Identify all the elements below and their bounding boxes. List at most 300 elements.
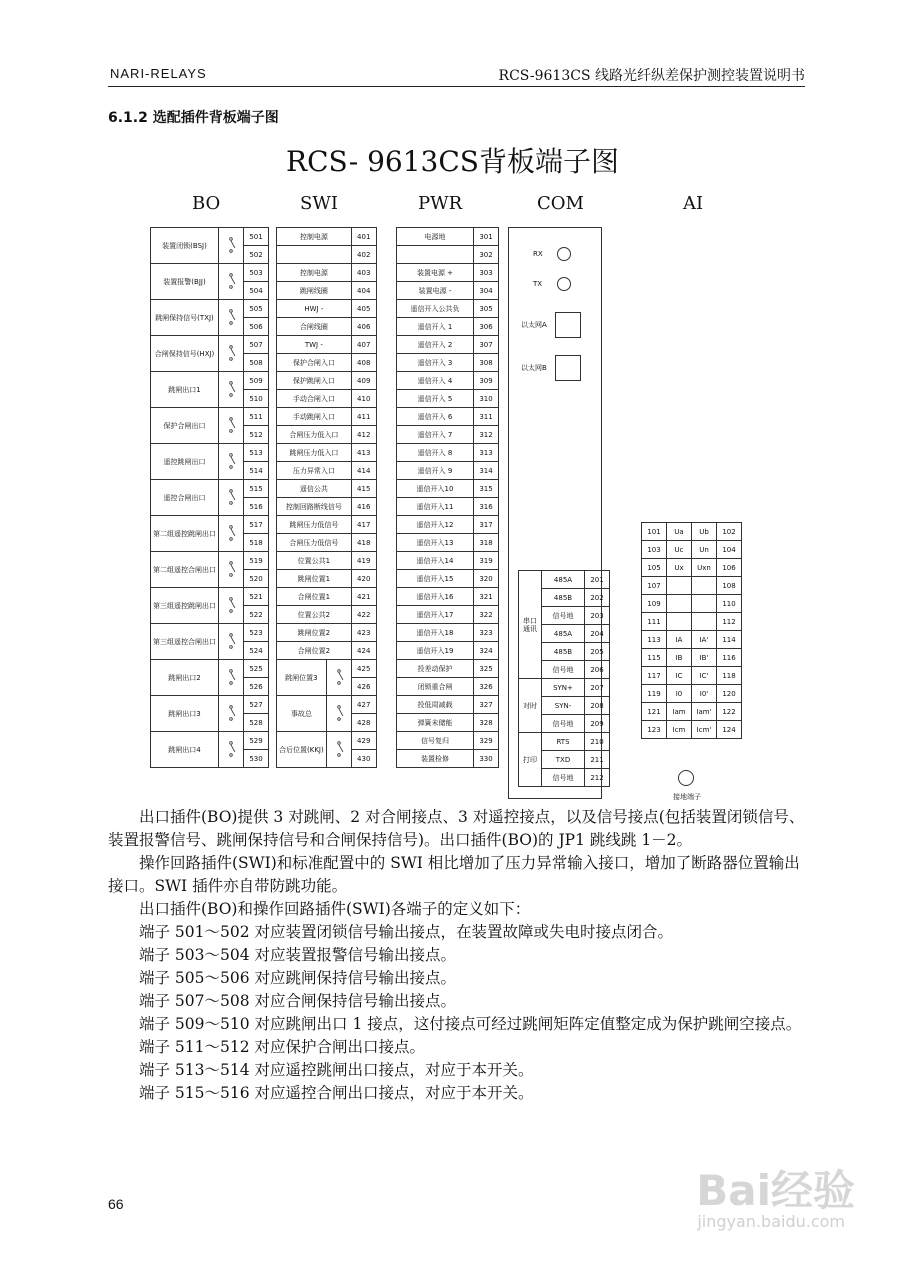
com-signal: 485A <box>542 625 585 643</box>
swi-row <box>277 408 377 426</box>
pwr-terminal-number: 307 <box>474 336 499 354</box>
pwr-label: 遥信开入19 <box>397 642 474 660</box>
ai-cell: 123 <box>642 721 667 739</box>
bo-terminal-number: 510 <box>244 390 269 408</box>
swi-row <box>277 732 377 750</box>
pwr-terminal-number: 321 <box>474 588 499 606</box>
contact-symbol-icon <box>332 705 346 721</box>
bo-terminal-number: 528 <box>244 714 269 732</box>
col-header-swi: SWI <box>300 193 338 214</box>
bo-terminal-number: 502 <box>244 246 269 264</box>
com-signal: TXD <box>542 751 585 769</box>
pwr-terminal-number: 304 <box>474 282 499 300</box>
swi-terminal-number: 401 <box>351 228 376 246</box>
ai-cell: Ux <box>667 559 692 577</box>
swi-terminal-number: 429 <box>351 732 376 750</box>
swi-row <box>277 498 377 516</box>
ai-cell: 111 <box>642 613 667 631</box>
swi-row <box>277 300 377 318</box>
bo-terminal-number: 529 <box>244 732 269 750</box>
swi-terminal-number: 402 <box>351 246 376 264</box>
ai-row <box>642 685 742 703</box>
swi-row <box>277 570 377 588</box>
eth-a-port <box>555 312 581 338</box>
ground-label: 接地端子 <box>673 793 701 801</box>
page-number: 66 <box>108 1196 124 1212</box>
col-header-bo: BO <box>192 193 221 214</box>
pwr-label: 遥信开入 8 <box>397 444 474 462</box>
bo-row <box>151 660 269 678</box>
swi-terminal-number: 423 <box>351 624 376 642</box>
swi-row <box>277 606 377 624</box>
ground-terminal <box>678 770 694 786</box>
com-terminal-number: 212 <box>585 769 610 787</box>
ai-cell: 120 <box>717 685 742 703</box>
pwr-row <box>397 426 499 444</box>
bo-terminal-number: 513 <box>244 444 269 462</box>
swi-pair-label: 事故总 <box>277 696 327 732</box>
swi-label: 保护合闸入口 <box>277 354 352 372</box>
bo-label: 跳闸出口4 <box>151 732 219 768</box>
ai-row <box>642 703 742 721</box>
pwr-label: 遥信开入 7 <box>397 426 474 444</box>
contact-symbol-icon <box>219 660 244 696</box>
swi-label: 合闸位置1 <box>277 588 352 606</box>
bo-row <box>151 372 269 390</box>
pwr-row <box>397 714 499 732</box>
pwr-terminal-table <box>396 227 499 768</box>
pwr-terminal-number: 317 <box>474 516 499 534</box>
swi-terminal-number: 404 <box>351 282 376 300</box>
swi-label: 控制电源 <box>277 228 352 246</box>
pwr-terminal-number: 329 <box>474 732 499 750</box>
watermark-url: jingyan.baidu.com <box>697 1212 845 1231</box>
swi-terminal-number: 410 <box>351 390 376 408</box>
bo-row <box>151 516 269 534</box>
com-signal: 485B <box>542 643 585 661</box>
bo-label: 第三组遥控合闸出口 <box>151 624 219 660</box>
ai-cell: 103 <box>642 541 667 559</box>
contact-symbol-icon <box>224 273 238 289</box>
ai-cell: IC <box>667 667 692 685</box>
ai-row <box>642 559 742 577</box>
pwr-label: 遥信开入 1 <box>397 318 474 336</box>
body-paragraph: 出口插件(BO)和操作回路插件(SWI)各端子的定义如下： <box>139 900 531 918</box>
body-paragraph: 端子 511～512 对应保护合闸出口接点。 <box>139 1038 426 1056</box>
diagram-title: RCS- 9613CS背板端子图 <box>286 145 619 178</box>
swi-row <box>277 534 377 552</box>
pwr-label: 遥信开入16 <box>397 588 474 606</box>
bo-row <box>151 480 269 498</box>
contact-symbol-icon <box>224 705 238 721</box>
pwr-terminal-number: 320 <box>474 570 499 588</box>
body-text <box>108 806 808 1105</box>
com-terminal-number: 201 <box>585 571 610 589</box>
com-signal: 485B <box>542 589 585 607</box>
bo-terminal-number: 517 <box>244 516 269 534</box>
ai-cell: IA <box>667 631 692 649</box>
swi-label: 压力异常入口 <box>277 462 352 480</box>
ai-cell: Uc <box>667 541 692 559</box>
pwr-label: 遥信开入17 <box>397 606 474 624</box>
pwr-row <box>397 624 499 642</box>
bo-label: 跳闸出口2 <box>151 660 219 696</box>
ai-cell: Iam' <box>692 703 717 721</box>
swi-row <box>277 336 377 354</box>
pwr-terminal-number: 315 <box>474 480 499 498</box>
contact-symbol-icon <box>219 300 244 336</box>
swi-row <box>277 516 377 534</box>
com-group-label: 对时 <box>519 679 542 733</box>
contact-symbol-icon <box>219 336 244 372</box>
swi-label: 位置公共2 <box>277 606 352 624</box>
swi-terminal-number: 424 <box>351 642 376 660</box>
swi-pair-label: 合后位置(KKJ) <box>277 732 327 768</box>
contact-symbol-icon <box>219 372 244 408</box>
swi-terminal-number: 405 <box>351 300 376 318</box>
swi-terminal-number: 417 <box>351 516 376 534</box>
swi-row <box>277 390 377 408</box>
body-paragraph: 端子 509～510 对应跳闸出口 1 接点，这付接点可经过跳闸矩阵定值整定成为保护跳闸空接点。 <box>139 1015 802 1033</box>
pwr-label: 遥信开入14 <box>397 552 474 570</box>
pwr-row <box>397 264 499 282</box>
ai-cell: 109 <box>642 595 667 613</box>
swi-label: 手动跳闸入口 <box>277 408 352 426</box>
pwr-label: 投差动保护 <box>397 660 474 678</box>
pwr-label: 遥信开入 9 <box>397 462 474 480</box>
bo-terminal-number: 521 <box>244 588 269 606</box>
bo-terminal-number: 505 <box>244 300 269 318</box>
swi-label: 遥信公共 <box>277 480 352 498</box>
contact-symbol-icon <box>219 480 244 516</box>
swi-terminal-number: 428 <box>351 714 376 732</box>
swi-pair-label: 跳闸位置3 <box>277 660 327 696</box>
bo-terminal-number: 514 <box>244 462 269 480</box>
pwr-label: 信号复归 <box>397 732 474 750</box>
bo-terminal-number: 522 <box>244 606 269 624</box>
contact-symbol-icon <box>219 516 244 552</box>
pwr-row <box>397 390 499 408</box>
bo-terminal-number: 506 <box>244 318 269 336</box>
pwr-row <box>397 228 499 246</box>
ai-cell: Icm <box>667 721 692 739</box>
ai-cell: Ub <box>692 523 717 541</box>
bo-terminal-number: 503 <box>244 264 269 282</box>
header-left: NARI-RELAYS <box>110 66 207 81</box>
pwr-row <box>397 696 499 714</box>
body-paragraph: 端子 505～506 对应跳闸保持信号输出接点。 <box>139 969 457 987</box>
ai-row <box>642 649 742 667</box>
swi-terminal-number: 409 <box>351 372 376 390</box>
pwr-terminal-number: 306 <box>474 318 499 336</box>
swi-terminal-number: 420 <box>351 570 376 588</box>
bo-label: 第三组遥控跳闸出口 <box>151 588 219 624</box>
ai-row <box>642 523 742 541</box>
swi-terminal-number: 419 <box>351 552 376 570</box>
ai-cell: 101 <box>642 523 667 541</box>
bo-label: 装置闭锁(BSJ) <box>151 228 219 264</box>
swi-row <box>277 462 377 480</box>
swi-terminal-number: 425 <box>351 660 376 678</box>
contact-symbol-icon <box>224 453 238 469</box>
bo-label: 跳闸保持信号(TXJ) <box>151 300 219 336</box>
pwr-label: 装置电源 + <box>397 264 474 282</box>
com-row <box>519 679 610 697</box>
contact-symbol-icon <box>224 525 238 541</box>
contact-symbol-icon <box>219 552 244 588</box>
com-signal: 信号地 <box>542 661 585 679</box>
contact-symbol-icon <box>224 633 238 649</box>
contact-symbol-icon <box>224 309 238 325</box>
swi-terminal-number: 430 <box>351 750 376 768</box>
swi-terminal-number: 416 <box>351 498 376 516</box>
pwr-label: 装置检修 <box>397 750 474 768</box>
com-terminal-table <box>518 570 610 787</box>
pwr-terminal-number: 301 <box>474 228 499 246</box>
ai-row <box>642 595 742 613</box>
pwr-terminal-number: 302 <box>474 246 499 264</box>
pwr-row <box>397 642 499 660</box>
ai-row <box>642 631 742 649</box>
ai-cell: IB' <box>692 649 717 667</box>
bo-terminal-number: 508 <box>244 354 269 372</box>
pwr-terminal-number: 312 <box>474 426 499 444</box>
bo-row <box>151 444 269 462</box>
pwr-terminal-number: 314 <box>474 462 499 480</box>
com-row <box>519 733 610 751</box>
pwr-row <box>397 462 499 480</box>
ai-cell: IA' <box>692 631 717 649</box>
swi-row <box>277 354 377 372</box>
pwr-row <box>397 408 499 426</box>
swi-row <box>277 624 377 642</box>
body-paragraph: 端子 513～514 对应遥控跳闸出口接点，对应于本开关。 <box>139 1061 534 1079</box>
com-terminal-number: 209 <box>585 715 610 733</box>
ai-cell: 104 <box>717 541 742 559</box>
contact-symbol-icon <box>326 696 351 732</box>
ai-cell <box>692 613 717 631</box>
ai-cell: 112 <box>717 613 742 631</box>
pwr-row <box>397 282 499 300</box>
com-terminal-number: 202 <box>585 589 610 607</box>
bo-row <box>151 732 269 750</box>
swi-row <box>277 372 377 390</box>
swi-row <box>277 588 377 606</box>
ai-cell: IC' <box>692 667 717 685</box>
pwr-terminal-number: 311 <box>474 408 499 426</box>
contact-symbol-icon <box>219 732 244 768</box>
contact-symbol-icon <box>219 588 244 624</box>
com-terminal-number: 205 <box>585 643 610 661</box>
bo-row <box>151 408 269 426</box>
pwr-terminal-number: 308 <box>474 354 499 372</box>
contact-symbol-icon <box>326 660 351 696</box>
pwr-row <box>397 444 499 462</box>
pwr-row <box>397 516 499 534</box>
ai-cell: 117 <box>642 667 667 685</box>
ai-row <box>642 613 742 631</box>
ai-cell: 122 <box>717 703 742 721</box>
contact-symbol-icon <box>326 732 351 768</box>
bo-terminal-number: 509 <box>244 372 269 390</box>
body-paragraph: 端子 503～504 对应装置报警信号输出接点。 <box>139 946 457 964</box>
contact-symbol-icon <box>224 345 238 361</box>
swi-label: 位置公共1 <box>277 552 352 570</box>
pwr-label: 遥信开入 3 <box>397 354 474 372</box>
pwr-label: 闭锁重合闸 <box>397 678 474 696</box>
bo-row <box>151 336 269 354</box>
bo-terminal-number: 518 <box>244 534 269 552</box>
ai-cell: 106 <box>717 559 742 577</box>
com-signal: 信号地 <box>542 715 585 733</box>
com-group-label: 打印 <box>519 733 542 787</box>
com-terminal-number: 203 <box>585 607 610 625</box>
bo-terminal-number: 507 <box>244 336 269 354</box>
bo-terminal-number: 501 <box>244 228 269 246</box>
contact-symbol-icon <box>332 741 346 757</box>
swi-label: 合闸线圈 <box>277 318 352 336</box>
pwr-row <box>397 552 499 570</box>
contact-symbol-icon <box>224 669 238 685</box>
swi-row <box>277 318 377 336</box>
bo-row <box>151 624 269 642</box>
eth-a-label: 以太网A <box>521 321 547 329</box>
com-row <box>519 571 610 589</box>
bo-terminal-number: 512 <box>244 426 269 444</box>
ai-row <box>642 541 742 559</box>
ai-row <box>642 721 742 739</box>
swi-terminal-table <box>276 227 377 768</box>
bo-terminal-number: 520 <box>244 570 269 588</box>
swi-row <box>277 264 377 282</box>
bo-row <box>151 588 269 606</box>
pwr-terminal-number: 328 <box>474 714 499 732</box>
pwr-label: 装置电源 - <box>397 282 474 300</box>
pwr-row <box>397 570 499 588</box>
ai-cell: Iam <box>667 703 692 721</box>
swi-label: 跳闸压力低信号 <box>277 516 352 534</box>
pwr-terminal-number: 313 <box>474 444 499 462</box>
ai-cell: 105 <box>642 559 667 577</box>
bo-row <box>151 300 269 318</box>
swi-label: 跳闸线圈 <box>277 282 352 300</box>
swi-label: 跳闸位置2 <box>277 624 352 642</box>
swi-label: 手动合闸入口 <box>277 390 352 408</box>
col-header-pwr: PWR <box>418 193 463 214</box>
bo-row <box>151 552 269 570</box>
ai-cell: 114 <box>717 631 742 649</box>
swi-terminal-number: 422 <box>351 606 376 624</box>
pwr-label: 遥信开入15 <box>397 570 474 588</box>
bo-row <box>151 696 269 714</box>
bo-label: 跳闸出口1 <box>151 372 219 408</box>
bo-terminal-table <box>150 227 269 768</box>
swi-terminal-number: 408 <box>351 354 376 372</box>
swi-label: 合闸位置2 <box>277 642 352 660</box>
contact-symbol-icon <box>224 489 238 505</box>
header-rule <box>108 86 805 87</box>
bo-label: 遥控合闸出口 <box>151 480 219 516</box>
com-signal: SYN+ <box>542 679 585 697</box>
contact-symbol-icon <box>219 624 244 660</box>
com-terminal-number: 208 <box>585 697 610 715</box>
body-paragraph: 出口插件(BO)提供 3 对跳闸、2 对合闸接点、3 对遥控接点，以及信号接点(包括装置闭锁信号、装置报警信号、跳闸保持信号和合闸保持信号)。出口插件(BO)的 JP1 跳线跳 1－2。 <box>108 808 805 849</box>
bo-label: 第二组遥控合闸出口 <box>151 552 219 588</box>
bo-terminal-number: 516 <box>244 498 269 516</box>
swi-terminal-number: 406 <box>351 318 376 336</box>
pwr-terminal-number: 323 <box>474 624 499 642</box>
ai-cell: 115 <box>642 649 667 667</box>
pwr-label: 遥信开入11 <box>397 498 474 516</box>
ai-cell <box>667 595 692 613</box>
pwr-label: 遥信开入12 <box>397 516 474 534</box>
pwr-row <box>397 498 499 516</box>
bo-terminal-number: 525 <box>244 660 269 678</box>
swi-row <box>277 282 377 300</box>
swi-label: 跳闸位置1 <box>277 570 352 588</box>
swi-row <box>277 696 377 714</box>
pwr-label: 遥信开入 4 <box>397 372 474 390</box>
bo-row <box>151 228 269 246</box>
swi-label: 控制电源 <box>277 264 352 282</box>
pwr-row <box>397 372 499 390</box>
pwr-row <box>397 300 499 318</box>
body-paragraph: 操作回路插件(SWI)和标准配置中的 SWI 相比增加了压力异常输入接口，增加了断路器位置输出接口。SWI 插件亦自带防跳功能。 <box>108 854 800 895</box>
pwr-terminal-number: 305 <box>474 300 499 318</box>
ai-cell: I0 <box>667 685 692 703</box>
contact-symbol-icon <box>219 228 244 264</box>
ai-cell: 124 <box>717 721 742 739</box>
com-signal: SYN- <box>542 697 585 715</box>
col-header-ai: AI <box>683 193 704 214</box>
bo-label: 跳闸出口3 <box>151 696 219 732</box>
com-signal: RTS <box>542 733 585 751</box>
swi-terminal-number: 427 <box>351 696 376 714</box>
watermark-brand: Bai经验 <box>696 1166 855 1215</box>
body-paragraph: 端子 515～516 对应遥控合闸出口接点，对应于本开关。 <box>139 1084 534 1102</box>
bo-terminal-number: 523 <box>244 624 269 642</box>
swi-row <box>277 660 377 678</box>
bo-label: 遥控跳闸出口 <box>151 444 219 480</box>
swi-terminal-number: 418 <box>351 534 376 552</box>
contact-symbol-icon <box>224 417 238 433</box>
bo-label: 第二组遥控跳闸出口 <box>151 516 219 552</box>
swi-label: 保护跳闸入口 <box>277 372 352 390</box>
contact-symbol-icon <box>219 444 244 480</box>
pwr-row <box>397 318 499 336</box>
bo-terminal-number: 515 <box>244 480 269 498</box>
swi-label: 控制回路断线信号 <box>277 498 352 516</box>
swi-row <box>277 642 377 660</box>
ai-cell: 118 <box>717 667 742 685</box>
contact-symbol-icon <box>219 264 244 300</box>
contact-symbol-icon <box>219 408 244 444</box>
ai-cell: Uxn <box>692 559 717 577</box>
swi-terminal-number: 411 <box>351 408 376 426</box>
pwr-terminal-number: 303 <box>474 264 499 282</box>
pwr-row <box>397 678 499 696</box>
pwr-row <box>397 534 499 552</box>
swi-row <box>277 246 377 264</box>
tx-port <box>557 277 571 291</box>
col-header-com: COM <box>537 193 584 214</box>
ai-cell: 108 <box>717 577 742 595</box>
pwr-terminal-number: 309 <box>474 372 499 390</box>
pwr-terminal-number: 310 <box>474 390 499 408</box>
body-paragraph: 端子 501～502 对应装置闭锁信号输出接点，在装置故障或失电时接点闭合。 <box>139 923 674 941</box>
bo-terminal-number: 530 <box>244 750 269 768</box>
com-group-label: 串口通讯 <box>519 571 542 679</box>
